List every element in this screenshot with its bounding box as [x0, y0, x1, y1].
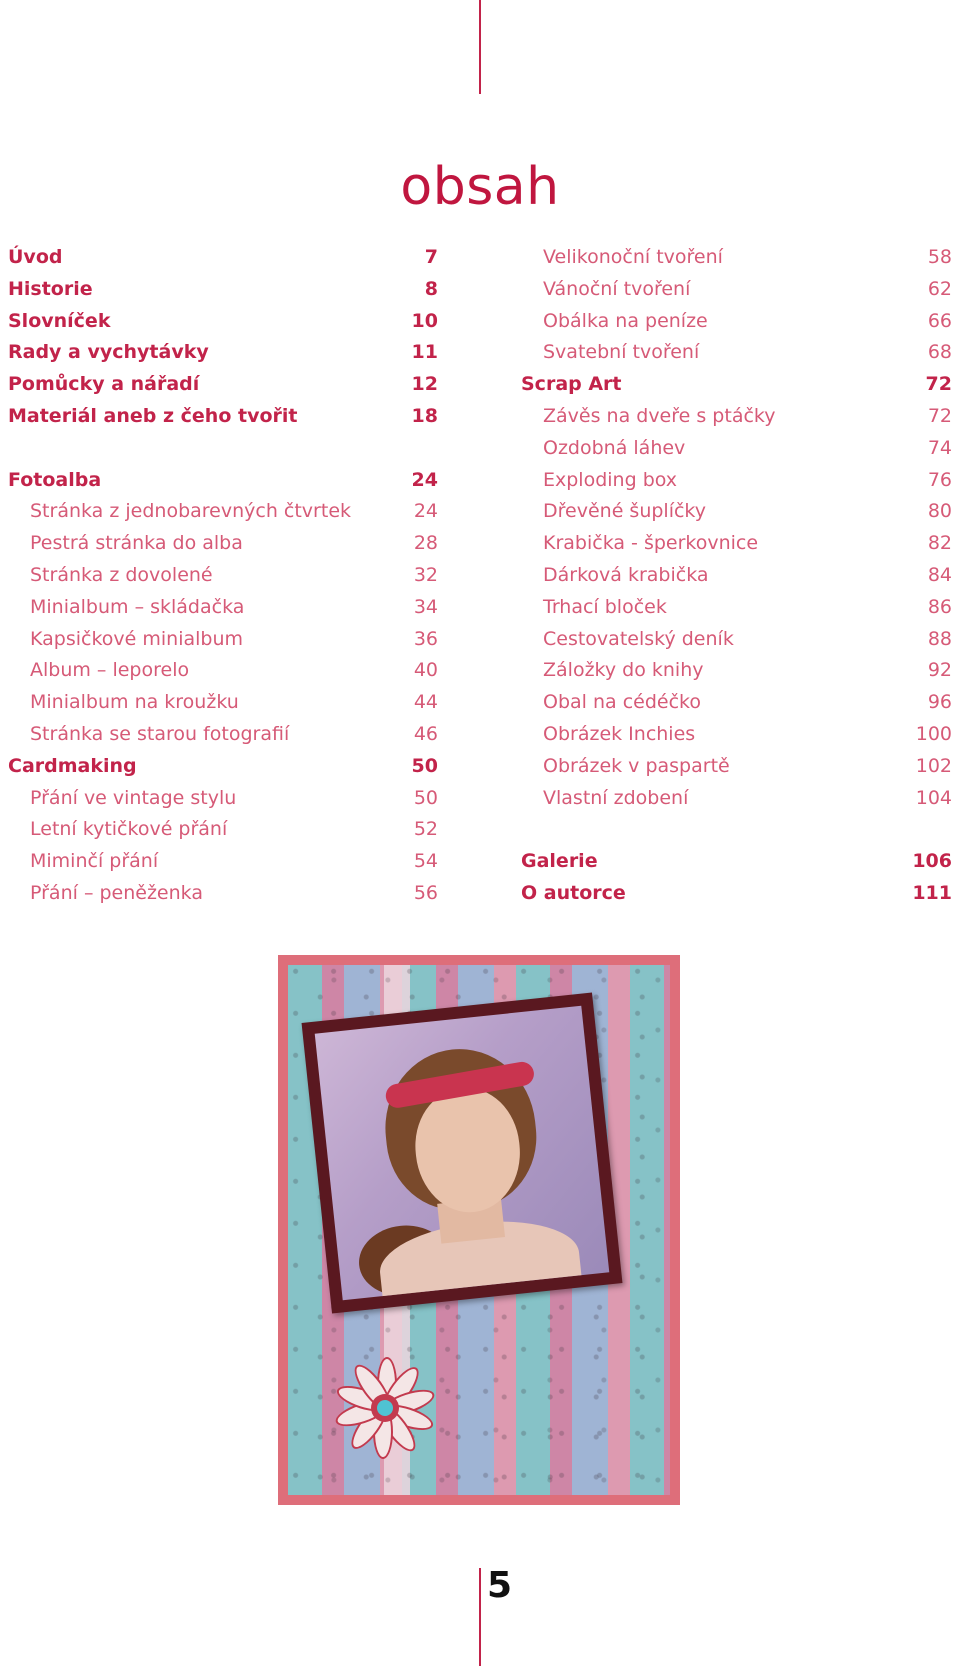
- toc-entry-title: Úvod: [8, 246, 63, 268]
- toc-entry-title: Stránka se starou fotografií: [30, 722, 290, 745]
- toc-entry: [8, 528, 438, 560]
- toc-entry-page: 82: [927, 532, 952, 555]
- toc-section-entry: [8, 274, 438, 306]
- toc-entry-page: 111: [912, 881, 952, 904]
- toc-entry-page: 62: [927, 277, 952, 300]
- toc-entry-title: Obálka na peníze: [543, 309, 708, 332]
- toc-section-entry: [8, 401, 438, 433]
- toc-entry: [8, 687, 438, 719]
- toc-entry-title: Letní kytičkové přání: [30, 818, 228, 841]
- toc-entry-title: Obrázek Inchies: [543, 722, 696, 745]
- toc-entry: [521, 687, 952, 719]
- toc-entry-title: Slovníček: [8, 309, 111, 332]
- toc-entry-title: Album – leporelo: [30, 659, 190, 682]
- toc-entry-title: Kapsičkové minialbum: [30, 627, 244, 650]
- toc-entry-page: 72: [925, 373, 952, 396]
- toc-entry: [521, 783, 952, 815]
- toc-entry-page: 80: [927, 500, 952, 523]
- toc-entry-title: Stránka z dovolené: [30, 563, 213, 586]
- toc-entry-page: 12: [411, 373, 438, 396]
- toc-entry-page: 72: [927, 404, 952, 427]
- toc-entry-title: Rady a vychytávky: [8, 341, 209, 364]
- toc-entry-page: 102: [915, 754, 952, 777]
- toc-entry-page: 11: [411, 341, 438, 364]
- toc-entry: [521, 337, 952, 369]
- toc-entry: [521, 528, 952, 560]
- toc-entry-title: Scrap Art: [521, 373, 622, 396]
- toc-entry-title: Přání ve vintage stylu: [30, 786, 237, 809]
- toc-section-entry: [8, 751, 438, 783]
- toc-entry: [8, 655, 438, 687]
- toc-entry: [8, 496, 438, 528]
- toc-entry-page: 44: [413, 691, 438, 714]
- toc-entry-page: 18: [411, 404, 438, 427]
- page-number: 5: [487, 1565, 513, 1606]
- toc-entry-title: Historie: [8, 277, 93, 300]
- toc-entry: [8, 592, 438, 624]
- toc-entry-page: 10: [411, 309, 438, 332]
- toc-entry-page: 32: [413, 563, 438, 586]
- toc-entry: [521, 496, 952, 528]
- toc-entry-page: 84: [927, 563, 952, 586]
- toc-entry-page: 86: [927, 595, 952, 618]
- toc-section-entry: [521, 878, 952, 910]
- toc-entry-page: 76: [927, 468, 952, 491]
- toc-entry-page: 50: [411, 754, 438, 777]
- toc-entry-title: Galerie: [521, 850, 598, 873]
- toc-spacer: [8, 433, 438, 465]
- toc-entry-title: Minialbum – skládačka: [30, 595, 245, 618]
- scrapbook-artwork-image: [278, 955, 680, 1505]
- toc-entry: [521, 274, 952, 306]
- toc-entry: [521, 433, 952, 465]
- toc-entry-title: Velikonoční tvoření: [543, 246, 723, 268]
- toc-section-entry: [521, 369, 952, 401]
- toc-entry-page: 40: [413, 659, 438, 682]
- toc-entry-title: Záložky do knihy: [543, 659, 704, 682]
- toc-entry: [521, 465, 952, 497]
- toc-entry-title: Trhací bloček: [543, 595, 667, 618]
- vintage-photo-frame: [302, 993, 623, 1314]
- toc-entry-title: Vánoční tvoření: [543, 277, 691, 300]
- toc-entry-title: O autorce: [521, 881, 626, 904]
- toc-entry: [521, 242, 952, 274]
- toc-entry-page: 24: [413, 500, 438, 523]
- toc-entry-title: Obal na cédéčko: [543, 691, 701, 714]
- toc-entry-page: 46: [413, 722, 438, 745]
- toc-entry: [521, 592, 952, 624]
- toc-entry: [8, 814, 438, 846]
- toc-entry-page: 52: [413, 818, 438, 841]
- toc-entry-page: 66: [927, 309, 952, 332]
- toc-entry-title: Materiál aneb z čeho tvořit: [8, 404, 298, 427]
- toc-entry-page: 58: [927, 246, 952, 268]
- toc-entry-title: Minialbum na kroužku: [30, 691, 239, 714]
- top-divider-line: [479, 0, 481, 94]
- paper-flower-embellishment: [330, 1353, 440, 1463]
- toc-entry: [8, 846, 438, 878]
- vintage-portrait-photo: [315, 1006, 610, 1301]
- toc-section-entry: [8, 242, 438, 274]
- toc-entry-page: 36: [413, 627, 438, 650]
- toc-entry-page: 7: [424, 246, 438, 268]
- toc-entry-title: Fotoalba: [8, 468, 102, 491]
- toc-entry-title: Exploding box: [543, 468, 678, 491]
- toc-entry-title: Miminčí přání: [30, 850, 159, 873]
- toc-entry-title: Pestrá stránka do alba: [30, 532, 243, 555]
- toc-entry-title: Ozdobná láhev: [543, 436, 686, 459]
- toc-entry-page: 56: [413, 881, 438, 904]
- toc-section-entry: [8, 369, 438, 401]
- toc-entry: [8, 719, 438, 751]
- toc-entry: [521, 560, 952, 592]
- toc-entry: [521, 401, 952, 433]
- flower-center-gem: [377, 1400, 393, 1416]
- page-title: obsah: [400, 156, 560, 217]
- toc-entry-page: 50: [413, 786, 438, 809]
- toc-section-entry: [8, 337, 438, 369]
- toc-entry: [521, 624, 952, 656]
- toc-entry-page: 24: [411, 468, 438, 491]
- toc-entry-page: 100: [915, 722, 952, 745]
- toc-entry-title: Vlastní zdobení: [543, 786, 689, 809]
- toc-entry: [521, 655, 952, 687]
- toc-entry-page: 88: [927, 627, 952, 650]
- toc-entry-page: 92: [927, 659, 952, 682]
- toc-entry-title: Stránka z jednobarevných čtvrtek: [30, 500, 352, 523]
- toc-entry-title: Cestovatelský deník: [543, 627, 734, 650]
- toc-entry-page: 28: [413, 532, 438, 555]
- toc-entry-title: Přání – peněženka: [30, 881, 203, 904]
- toc-entry-page: 104: [915, 786, 952, 809]
- toc-section-entry: [8, 306, 438, 338]
- bottom-divider-line: [479, 1568, 481, 1666]
- toc-entry: [521, 719, 952, 751]
- artwork-background: [288, 965, 670, 1495]
- toc-spacer: [521, 814, 952, 846]
- toc-entry-title: Závěs na dveře s ptáčky: [543, 404, 776, 427]
- toc-entry-page: 106: [912, 850, 952, 873]
- toc-entry-page: 54: [413, 850, 438, 873]
- toc-entry: [521, 751, 952, 783]
- toc-entry-title: Cardmaking: [8, 754, 137, 777]
- toc-entry-title: Dárková krabička: [543, 563, 709, 586]
- toc-entry-page: 96: [927, 691, 952, 714]
- toc-entry-page: 74: [927, 436, 952, 459]
- toc-entry-title: Obrázek v paspartě: [543, 754, 730, 777]
- toc-entry: [8, 560, 438, 592]
- toc-section-entry: [521, 846, 952, 878]
- toc-entry-title: Dřevěné šuplíčky: [543, 500, 706, 523]
- toc-right-column: [521, 242, 952, 910]
- toc-entry-title: Svatební tvoření: [543, 341, 700, 364]
- toc-entry: [8, 783, 438, 815]
- toc-entry-page: 34: [413, 595, 438, 618]
- toc-entry-title: Pomůcky a nářadí: [8, 373, 200, 396]
- toc-entry-page: 68: [927, 341, 952, 364]
- toc-entry: [8, 624, 438, 656]
- toc-entry: [8, 878, 438, 910]
- toc-entry-page: 8: [424, 277, 438, 300]
- toc-entry: [521, 306, 952, 338]
- toc-entry-title: Krabička - šperkovnice: [543, 532, 759, 555]
- toc-section-entry: [8, 465, 438, 497]
- toc-left-column: [8, 242, 438, 910]
